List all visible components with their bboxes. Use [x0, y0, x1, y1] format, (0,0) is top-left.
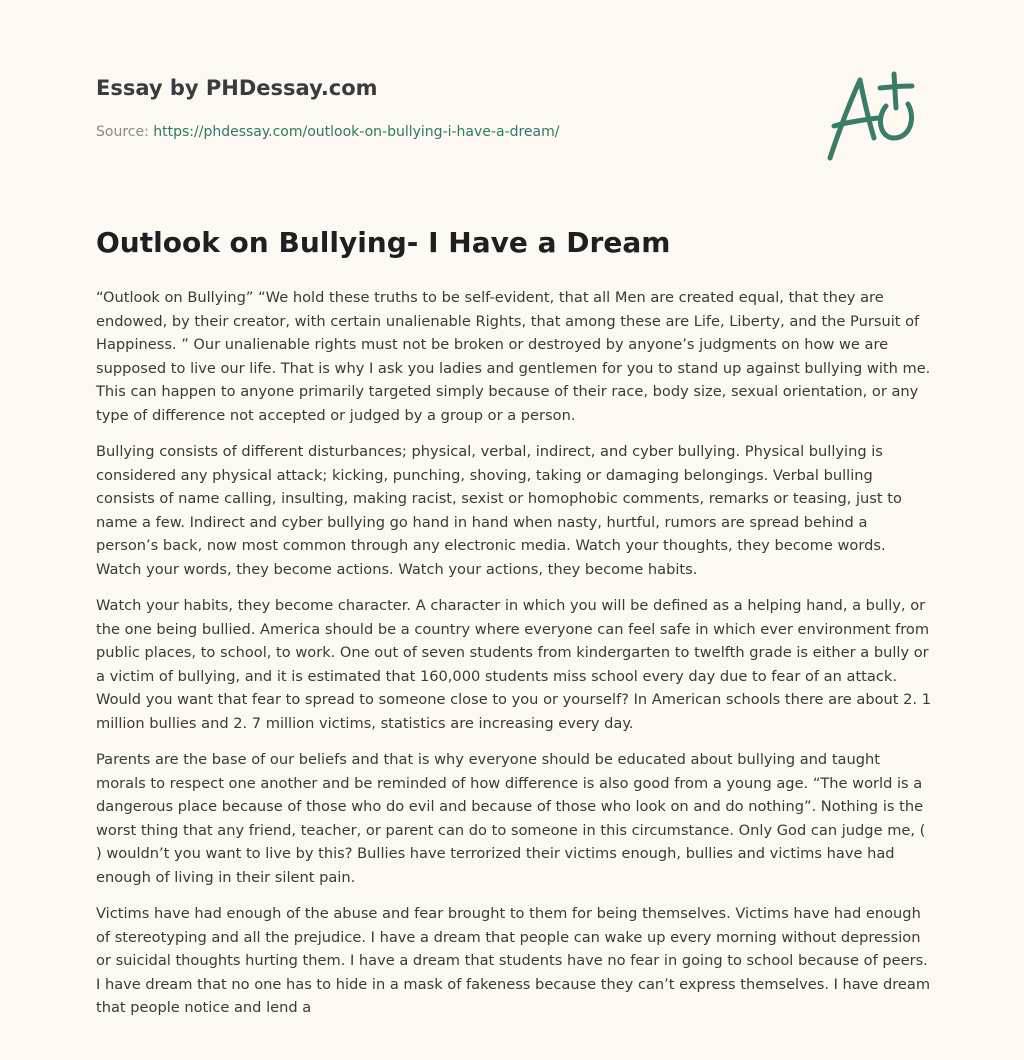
source-link[interactable]: https://phdessay.com/outlook-on-bullying-i-have-a-dream/ [153, 124, 560, 140]
essay-body [96, 286, 932, 1033]
essay-title: Outlook on Bullying- I Have a Dream [96, 226, 671, 259]
site-brand: Essay by PHDessay.com [96, 76, 378, 100]
a-plus-grade-logo-icon [816, 66, 926, 166]
essay-paragraph: Watch your habits, they become character. A character in which you will be defined as a helping hand, a bully, or the one being bullied. America should be a country where everyone can feel safe in which ever environment from public places, to school, to work. One out of seven students from kindergarten to twelfth grade is either a bully or a victim of bullying, and it is estimated that 160,000 students miss school every day due to fear of an attack. Would you want that fear to spread to someone close to you or yourself? In American schools there are about 2. 1 million bullies and 2. 7 million victims, statistics are increasing every day. [96, 597, 931, 732]
essay-paragraph: Parents are the base of our beliefs and that is why everyone should be educated about bullying and taught morals to respect one another and be reminded of how difference is also good from a young age. “The world is a dangerous place because of those who do evil and because of those who look on and do nothing”. Nothing is the worst thing that any friend, teacher, or parent can do to someone in this circumstance. Only God can judge me, ( ) wouldn’t you want to live by this? Bullies have terrorized their victims enough, bullies and victims have had enough of living in their silent pain. [96, 751, 926, 886]
essay-paragraph: Victims have had enough of the abuse and fear brought to them for being themselves. Victims have had enough of stereotyping and all the prejudice. I have a dream that people can wake up every morning without depression or suicidal thoughts hurting them. I have a dream that students have no fear in going to school because of peers. I have dream that no one has to hide in a mask of fakeness because they can’t express themselves. I have dream that people notice and lend a [96, 905, 931, 1016]
essay-paragraph: Bullying consists of different disturbances; physical, verbal, indirect, and cyber bullying. Physical bullying is considered any physical attack; kicking, punching, shoving, taking or damaging belongings. Verbal bulling consists of name calling, insulting, making racist, sexist or homophobic comments, remarks or teasing, just to name a few. Indirect and cyber bullying go hand in hand when nasty, hurtful, rumors are spread behind a person’s back, now most common through any electronic media. Watch your thoughts, they become words. Watch your words, they become actions. Watch your actions, they become habits. [96, 443, 902, 578]
essay-paragraph: “Outlook on Bullying” “We hold these truths to be self-evident, that all Men are created equal, that they are endowed, by their creator, with certain unalienable Rights, that among these are Life, Liberty, and the Pursuit of Happiness. ” Our unalienable rights must not be broken or destroyed by anyone’s judgments on how we are supposed to live our life. That is why I ask you ladies and gentlemen for you to stand up against bullying with me. This can happen to anyone primarily targeted simply because of their race, body size, sexual orientation, or any type of difference not accepted or judged by a group or a person. [96, 289, 931, 424]
source-line [96, 124, 559, 140]
source-label: Source: [96, 124, 149, 140]
